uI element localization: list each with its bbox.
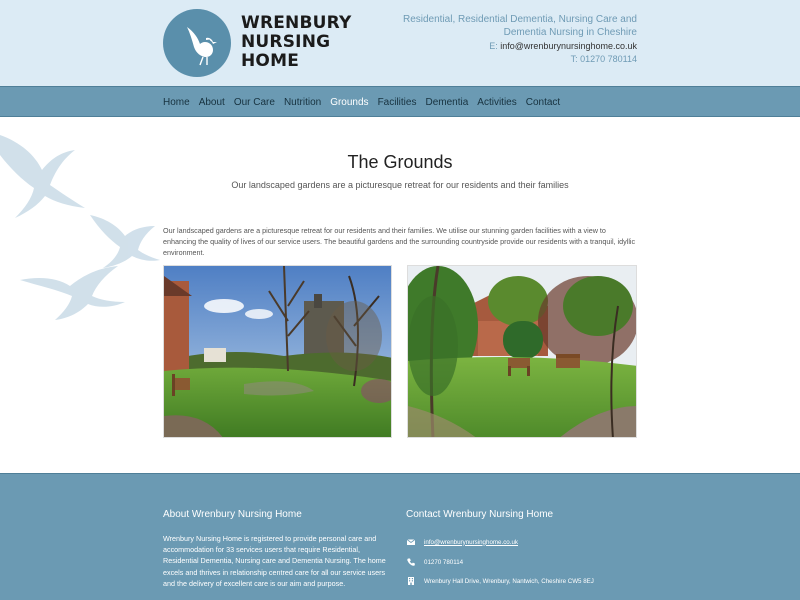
nav-item-grounds[interactable]: Grounds bbox=[330, 97, 369, 108]
footer-contact-heading: Contact Wrenbury Nursing Home bbox=[406, 509, 554, 520]
nav-item-about[interactable]: About bbox=[198, 97, 225, 108]
footer-address-text: Wrenbury Hall Drive, Wrenbury, Nantwich, Cheshire CW5 8EJ bbox=[424, 577, 594, 585]
nav-item-facilities[interactable]: Facilities bbox=[377, 97, 417, 108]
header-email bbox=[489, 41, 637, 51]
site-header bbox=[0, 0, 800, 86]
nav-list bbox=[163, 87, 569, 118]
footer-email-link[interactable]: info@wrenburynursinghome.co.uk bbox=[424, 538, 518, 546]
header-email-link[interactable]: info@wrenburynursinghome.co.uk bbox=[500, 41, 637, 51]
footer-phone-text[interactable]: 01270 780114 bbox=[424, 558, 464, 566]
nav-item-contact[interactable]: Contact bbox=[525, 97, 561, 108]
footer-email-row bbox=[406, 537, 518, 547]
nav-item-activities[interactable]: Activities bbox=[477, 97, 517, 108]
page-title: The Grounds bbox=[347, 152, 453, 172]
phone-icon bbox=[406, 557, 416, 567]
nav-item-nutrition[interactable]: Nutrition bbox=[283, 97, 322, 108]
garden-photo-1 bbox=[163, 265, 392, 438]
envelope-icon bbox=[406, 537, 416, 547]
nav-item-home[interactable]: Home bbox=[163, 97, 190, 108]
logo-line-1: WRENBURY bbox=[241, 13, 352, 33]
page-body-text: Our landscaped gardens are a picturesque retreat for our residents and their families. We utilise our stunning garden facilities with a view to enhancing the quality of lives of our service users. The beautiful gardens and the surrounding countryside provide our residents with a tranquil, idyllic environment. bbox=[163, 226, 636, 257]
site-logo-text[interactable] bbox=[241, 14, 352, 71]
footer-about-heading: About Wrenbury Nursing Home bbox=[163, 509, 302, 520]
main-nav bbox=[0, 86, 800, 117]
header-phone[interactable]: T: 01270 780114 bbox=[570, 54, 637, 64]
logo-line-2: NURSING bbox=[241, 32, 331, 52]
garden-photo-2 bbox=[407, 265, 637, 438]
wren-bird-icon[interactable] bbox=[163, 9, 231, 77]
nav-item-dementia[interactable]: Dementia bbox=[425, 97, 469, 108]
header-tagline: Residential, Residential Dementia, Nursing Care and Dementia Nursing in Cheshire bbox=[402, 14, 637, 38]
site-footer bbox=[0, 473, 800, 600]
logo-line-3: HOME bbox=[241, 51, 300, 71]
footer-about-text: Wrenbury Nursing Home is registered to provide personal care and accommodation for 33 services users that require Residential, Residential Dementia, Nursing care and Dementia Nursing. The home excels and thrives in relationship centred care for all our service users and the delivery of excellent care is our aim and purpose. bbox=[163, 534, 386, 588]
page-subtitle: Our landscaped gardens are a picturesque retreat for our residents and their families bbox=[231, 180, 569, 190]
email-label: E: bbox=[489, 41, 498, 51]
footer-phone-row bbox=[406, 557, 463, 567]
building-icon bbox=[406, 576, 416, 586]
nav-item-our-care[interactable]: Our Care bbox=[233, 97, 275, 108]
footer-address-row bbox=[406, 576, 594, 586]
